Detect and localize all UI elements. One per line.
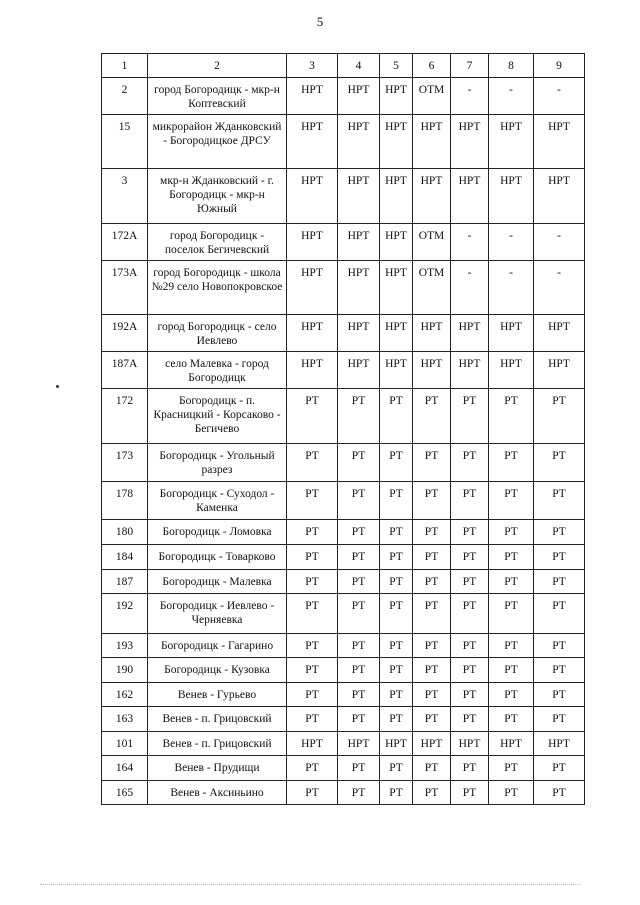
route-name-cell: село Малевка - город Богородицк (148, 352, 287, 389)
route-number-cell: 165 (102, 781, 148, 805)
status-cell: РТ (451, 545, 489, 570)
status-cell: РТ (380, 520, 413, 545)
status-cell: НРТ (338, 224, 380, 261)
table-header-row (102, 54, 585, 78)
status-cell: РТ (413, 707, 451, 732)
route-name-cell: Венев - Аксиньино (148, 781, 287, 805)
route-number-cell: 184 (102, 545, 148, 570)
status-cell: РТ (338, 389, 380, 444)
status-cell: - (489, 261, 534, 315)
status-cell: - (451, 224, 489, 261)
route-number-cell: 2 (102, 78, 148, 115)
status-cell: РТ (489, 781, 534, 805)
status-cell: ОТМ (413, 261, 451, 315)
status-cell: НРТ (380, 115, 413, 169)
column-header: 4 (338, 54, 380, 78)
status-cell: РТ (287, 520, 338, 545)
status-cell: РТ (287, 683, 338, 707)
status-cell: НРТ (287, 732, 338, 756)
table-row (102, 444, 585, 482)
status-cell: НРТ (380, 261, 413, 315)
route-number-cell: 187 (102, 570, 148, 594)
scan-noise (40, 884, 580, 887)
status-cell: РТ (534, 658, 585, 683)
margin-mark (56, 385, 59, 388)
status-cell: РТ (380, 756, 413, 781)
status-cell: НРТ (413, 315, 451, 352)
route-name-cell: микрорайон Жданковский - Богородицкое ДРСУ (148, 115, 287, 169)
status-cell: НРТ (534, 115, 585, 169)
status-cell: ОТМ (413, 78, 451, 115)
status-cell: НРТ (338, 315, 380, 352)
status-cell: НРТ (380, 315, 413, 352)
status-cell: РТ (451, 594, 489, 634)
status-cell: РТ (489, 707, 534, 732)
status-cell: РТ (489, 634, 534, 658)
status-cell: НРТ (338, 732, 380, 756)
status-cell: РТ (380, 781, 413, 805)
route-name-cell: Богородицк - Угольный разрез (148, 444, 287, 482)
status-cell: НРТ (287, 115, 338, 169)
status-cell: НРТ (489, 115, 534, 169)
status-cell: РТ (338, 781, 380, 805)
status-cell: РТ (287, 482, 338, 520)
status-cell: - (489, 78, 534, 115)
status-cell: РТ (287, 570, 338, 594)
status-cell: РТ (534, 707, 585, 732)
status-cell: НРТ (380, 224, 413, 261)
status-cell: РТ (287, 658, 338, 683)
route-name-cell: Богородицк - Ломовка (148, 520, 287, 545)
status-cell: НРТ (534, 315, 585, 352)
status-cell: РТ (451, 658, 489, 683)
status-cell: НРТ (338, 78, 380, 115)
route-number-cell: 164 (102, 756, 148, 781)
table-row (102, 545, 585, 570)
column-header: 8 (489, 54, 534, 78)
column-header: 1 (102, 54, 148, 78)
status-cell: РТ (489, 570, 534, 594)
status-cell: РТ (338, 520, 380, 545)
table-row (102, 732, 585, 756)
status-cell: - (534, 78, 585, 115)
status-cell: РТ (413, 545, 451, 570)
status-cell: РТ (338, 570, 380, 594)
route-name-cell: Богородицк - Малевка (148, 570, 287, 594)
status-cell: РТ (380, 658, 413, 683)
table-row (102, 389, 585, 444)
status-cell: РТ (451, 756, 489, 781)
status-cell: РТ (451, 389, 489, 444)
status-cell: НРТ (380, 169, 413, 224)
status-cell: РТ (338, 756, 380, 781)
status-cell: НРТ (413, 169, 451, 224)
status-cell: РТ (489, 389, 534, 444)
status-cell: РТ (413, 658, 451, 683)
column-header: 7 (451, 54, 489, 78)
route-number-cell: 178 (102, 482, 148, 520)
status-cell: РТ (380, 634, 413, 658)
status-cell: РТ (534, 389, 585, 444)
status-cell: РТ (287, 707, 338, 732)
route-number-cell: 173А (102, 261, 148, 315)
status-cell: РТ (451, 683, 489, 707)
table-row (102, 224, 585, 261)
status-cell: НРТ (413, 115, 451, 169)
status-cell: РТ (534, 594, 585, 634)
route-name-cell: Богородицк - Товарково (148, 545, 287, 570)
status-cell: НРТ (287, 169, 338, 224)
route-number-cell: 190 (102, 658, 148, 683)
column-header: 2 (148, 54, 287, 78)
status-cell: РТ (489, 594, 534, 634)
status-cell: НРТ (338, 261, 380, 315)
status-cell: НРТ (380, 78, 413, 115)
status-cell: - (451, 261, 489, 315)
route-name-cell: город Богородицк - село Иевлево (148, 315, 287, 352)
status-cell: РТ (287, 389, 338, 444)
route-number-cell: 173 (102, 444, 148, 482)
status-cell: РТ (489, 658, 534, 683)
status-cell: РТ (534, 444, 585, 482)
status-cell: РТ (338, 634, 380, 658)
status-cell: РТ (451, 570, 489, 594)
status-cell: РТ (380, 389, 413, 444)
table-row (102, 756, 585, 781)
column-header: 6 (413, 54, 451, 78)
table-row (102, 482, 585, 520)
status-cell: РТ (451, 444, 489, 482)
table-row (102, 169, 585, 224)
status-cell: РТ (489, 545, 534, 570)
table-row (102, 594, 585, 634)
status-cell: НРТ (287, 315, 338, 352)
status-cell: РТ (380, 444, 413, 482)
status-cell: РТ (338, 482, 380, 520)
status-cell: РТ (413, 570, 451, 594)
status-cell: НРТ (287, 78, 338, 115)
table-row (102, 683, 585, 707)
route-number-cell: 192 (102, 594, 148, 634)
status-cell: НРТ (451, 115, 489, 169)
routes-table (101, 53, 585, 805)
status-cell: РТ (287, 756, 338, 781)
status-cell: - (534, 224, 585, 261)
route-number-cell: 15 (102, 115, 148, 169)
status-cell: НРТ (451, 732, 489, 756)
table-row (102, 570, 585, 594)
status-cell: РТ (287, 444, 338, 482)
status-cell: НРТ (338, 352, 380, 389)
route-name-cell: Венев - Прудищи (148, 756, 287, 781)
route-number-cell: 193 (102, 634, 148, 658)
route-name-cell: Богородицк - Кузовка (148, 658, 287, 683)
status-cell: НРТ (489, 169, 534, 224)
status-cell: РТ (380, 570, 413, 594)
route-name-cell: Богородицк - п. Красницкий - Корсаково - Бегичево (148, 389, 287, 444)
status-cell: НРТ (413, 732, 451, 756)
table-row (102, 520, 585, 545)
route-number-cell: 163 (102, 707, 148, 732)
status-cell: РТ (413, 756, 451, 781)
route-name-cell: Венев - Гурьево (148, 683, 287, 707)
table-row (102, 261, 585, 315)
status-cell: РТ (338, 707, 380, 732)
route-number-cell: 192А (102, 315, 148, 352)
status-cell: РТ (338, 683, 380, 707)
status-cell: РТ (287, 594, 338, 634)
status-cell: РТ (287, 634, 338, 658)
status-cell: - (489, 224, 534, 261)
status-cell: РТ (287, 781, 338, 805)
status-cell: РТ (413, 634, 451, 658)
status-cell: РТ (380, 545, 413, 570)
status-cell: РТ (489, 683, 534, 707)
route-number-cell: 101 (102, 732, 148, 756)
status-cell: РТ (338, 658, 380, 683)
route-name-cell: Богородицк - Суходол - Каменка (148, 482, 287, 520)
status-cell: РТ (534, 482, 585, 520)
status-cell: НРТ (451, 315, 489, 352)
routes-table-body (102, 54, 585, 805)
route-name-cell: Богородицк - Гагарино (148, 634, 287, 658)
route-number-cell: 3 (102, 169, 148, 224)
status-cell: РТ (489, 444, 534, 482)
status-cell: РТ (534, 570, 585, 594)
status-cell: - (451, 78, 489, 115)
status-cell: НРТ (380, 732, 413, 756)
status-cell: РТ (338, 444, 380, 482)
status-cell: НРТ (287, 224, 338, 261)
route-number-cell: 162 (102, 683, 148, 707)
status-cell: РТ (451, 634, 489, 658)
column-header: 3 (287, 54, 338, 78)
status-cell: РТ (380, 707, 413, 732)
column-header: 5 (380, 54, 413, 78)
status-cell: РТ (489, 482, 534, 520)
route-name-cell: город Богородицк - мкр-н Коптевский (148, 78, 287, 115)
status-cell: - (534, 261, 585, 315)
status-cell: РТ (287, 545, 338, 570)
status-cell: РТ (534, 520, 585, 545)
route-number-cell: 172А (102, 224, 148, 261)
status-cell: РТ (413, 683, 451, 707)
status-cell: РТ (380, 482, 413, 520)
status-cell: РТ (451, 482, 489, 520)
status-cell: РТ (380, 683, 413, 707)
status-cell: РТ (338, 545, 380, 570)
status-cell: НРТ (338, 115, 380, 169)
status-cell: РТ (413, 444, 451, 482)
status-cell: НРТ (489, 315, 534, 352)
route-number-cell: 187А (102, 352, 148, 389)
status-cell: РТ (451, 707, 489, 732)
status-cell: НРТ (287, 352, 338, 389)
status-cell: НРТ (534, 169, 585, 224)
route-name-cell: Венев - п. Грицовский (148, 707, 287, 732)
column-header: 9 (534, 54, 585, 78)
status-cell: РТ (413, 781, 451, 805)
status-cell: РТ (534, 781, 585, 805)
status-cell: РТ (534, 756, 585, 781)
status-cell: РТ (413, 594, 451, 634)
status-cell: РТ (413, 482, 451, 520)
status-cell: РТ (489, 756, 534, 781)
status-cell: РТ (380, 594, 413, 634)
status-cell: НРТ (534, 732, 585, 756)
table-row (102, 634, 585, 658)
status-cell: НРТ (451, 169, 489, 224)
status-cell: РТ (413, 389, 451, 444)
route-name-cell: город Богородицк - поселок Бегичевский (148, 224, 287, 261)
status-cell: РТ (338, 594, 380, 634)
route-name-cell: Богородицк - Иевлево - Черняевка (148, 594, 287, 634)
route-name-cell: мкр-н Жданковский - г. Богородицк - мкр-н Южный (148, 169, 287, 224)
status-cell: НРТ (534, 352, 585, 389)
route-name-cell: Венев - п. Грицовский (148, 732, 287, 756)
table-row (102, 707, 585, 732)
status-cell: НРТ (489, 352, 534, 389)
table-row (102, 352, 585, 389)
status-cell: РТ (451, 520, 489, 545)
status-cell: НРТ (413, 352, 451, 389)
route-name-cell: город Богородицк - школа №29 село Новопокровское (148, 261, 287, 315)
status-cell: ОТМ (413, 224, 451, 261)
route-number-cell: 172 (102, 389, 148, 444)
status-cell: НРТ (338, 169, 380, 224)
status-cell: НРТ (380, 352, 413, 389)
status-cell: РТ (534, 634, 585, 658)
table-row (102, 315, 585, 352)
status-cell: РТ (534, 683, 585, 707)
table-row (102, 781, 585, 805)
status-cell: НРТ (287, 261, 338, 315)
status-cell: РТ (489, 520, 534, 545)
status-cell: РТ (534, 545, 585, 570)
status-cell: РТ (413, 520, 451, 545)
table-row (102, 115, 585, 169)
status-cell: НРТ (451, 352, 489, 389)
page-number: 5 (316, 14, 324, 29)
table-row (102, 658, 585, 683)
route-number-cell: 180 (102, 520, 148, 545)
status-cell: РТ (451, 781, 489, 805)
table-row (102, 78, 585, 115)
status-cell: НРТ (489, 732, 534, 756)
